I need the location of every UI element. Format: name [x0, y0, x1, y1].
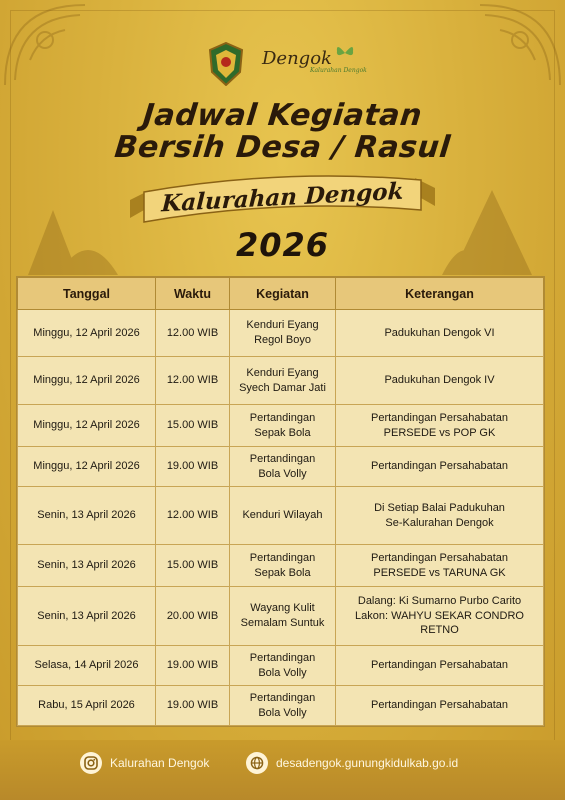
cell-activity [230, 310, 336, 357]
table-row [18, 487, 544, 545]
brand-tagline: Kalurahan Dengok [310, 67, 367, 74]
globe-icon [246, 752, 268, 774]
table-header-row [18, 278, 544, 310]
cell-activity-line: Syech Damar Jati [239, 381, 326, 394]
year: 2026 [235, 226, 330, 264]
cell-notes-line: PERSEDE vs POP GK [383, 426, 496, 439]
cell-notes-line: Padukuhan Dengok VI [384, 326, 495, 339]
cell-activity [230, 487, 336, 545]
cell-time: 12.00 WIB [156, 310, 230, 357]
cell-notes-line: Pertandingan Persahabatan [371, 411, 508, 424]
cell-date: Senin, 13 April 2026 [18, 545, 156, 587]
cell-activity-line: Wayang Kulit [250, 602, 315, 615]
schedule-table [16, 276, 545, 727]
table-row [18, 357, 544, 405]
cell-time: 19.00 WIB [156, 447, 230, 487]
header-notes: Keterangan [336, 278, 544, 310]
cell-activity-line: Sepak Bola [254, 566, 311, 579]
cell-time: 20.00 WIB [156, 587, 230, 646]
cell-notes [336, 686, 544, 726]
cell-activity-line: Pertandingan [249, 452, 316, 465]
header-date: Tanggal [18, 278, 156, 310]
cell-notes [336, 405, 544, 447]
title-line-2: Bersih Desa / Rasul [112, 130, 453, 165]
cell-date: Minggu, 12 April 2026 [18, 357, 156, 405]
cell-time: 15.00 WIB [156, 545, 230, 587]
instagram-label: Kalurahan Dengok [110, 756, 210, 770]
cell-time: 12.00 WIB [156, 487, 230, 545]
cell-notes-line: Pertandingan Persahabatan [371, 460, 508, 473]
cell-date: Minggu, 12 April 2026 [18, 310, 156, 357]
cell-activity-line: Pertandingan [249, 411, 316, 424]
cell-notes [336, 545, 544, 587]
cell-notes [336, 310, 544, 357]
cell-activity [230, 587, 336, 646]
cell-activity-line: Bola Volly [258, 706, 307, 719]
cell-activity-line: Kenduri Eyang [246, 319, 319, 332]
cell-activity-line: Pertandingan [249, 551, 316, 564]
cell-activity-line: Pertandingan [249, 651, 316, 664]
cell-activity-line: Bola Volly [258, 467, 307, 480]
cell-date: Senin, 13 April 2026 [18, 487, 156, 545]
footer-website[interactable] [246, 752, 458, 774]
cell-date: Minggu, 12 April 2026 [18, 447, 156, 487]
website-label: desadengok.gunungkidulkab.go.id [276, 756, 459, 770]
regency-crest-logo [208, 42, 244, 86]
brand-name: Dengok [262, 48, 332, 69]
header-activity: Kegiatan [230, 278, 336, 310]
cell-activity [230, 357, 336, 405]
table-row [18, 545, 544, 587]
table-row [18, 646, 544, 686]
cell-notes-line: Pertandingan Persahabatan [371, 659, 508, 672]
cell-notes-line: Padukuhan Dengok IV [384, 374, 495, 387]
table-row [18, 447, 544, 487]
footer-instagram[interactable] [80, 752, 209, 774]
cell-notes-line: Di Setiap Balai Padukuhan [374, 501, 505, 514]
table-row [18, 587, 544, 646]
cell-activity-line: Kenduri Eyang [246, 366, 319, 379]
cell-notes-line: Lakon: WAHYU SEKAR CONDRO [355, 609, 524, 622]
cell-notes-line: RETNO [420, 624, 459, 637]
cell-activity-line: Regol Boyo [254, 334, 311, 346]
cell-activity [230, 447, 336, 487]
table-row [18, 405, 544, 447]
header-time: Waktu [156, 278, 230, 310]
cell-activity-line: Pertandingan [249, 691, 316, 704]
cell-notes-line: PERSEDE vs TARUNA GK [373, 566, 506, 579]
cell-date: Selasa, 14 April 2026 [18, 646, 156, 686]
cell-activity-line: Semalam Suntuk [240, 617, 325, 629]
cell-activity [230, 646, 336, 686]
instagram-icon [80, 752, 102, 774]
cell-date: Rabu, 15 April 2026 [18, 686, 156, 726]
cell-notes-line: Se-Kalurahan Dengok [385, 516, 494, 529]
cell-time: 19.00 WIB [156, 686, 230, 726]
ribbon-text: Kalurahan Dengok [160, 177, 405, 218]
cell-activity [230, 686, 336, 726]
cell-notes-line: Pertandingan Persahabatan [371, 551, 508, 564]
cell-time: 19.00 WIB [156, 646, 230, 686]
cell-notes-line: Pertandingan Persahabatan [371, 699, 508, 712]
cell-activity [230, 545, 336, 587]
header-logos [0, 42, 565, 92]
butterfly-icon [334, 42, 356, 64]
cell-notes [336, 646, 544, 686]
title-line-1: Jadwal Kegiatan [141, 98, 424, 133]
table-row [18, 686, 544, 726]
table-row [18, 310, 544, 357]
cell-date: Minggu, 12 April 2026 [18, 405, 156, 447]
cell-notes [336, 447, 544, 487]
cell-activity-line: Sepak Bola [254, 426, 311, 439]
cell-time: 12.00 WIB [156, 357, 230, 405]
cell-activity [230, 405, 336, 447]
cell-notes [336, 587, 544, 646]
cell-time: 15.00 WIB [156, 405, 230, 447]
cell-notes [336, 357, 544, 405]
cell-activity-line: Kenduri Wilayah [242, 509, 323, 522]
cell-notes-line: Dalang: Ki Sumarno Purbo Carito [357, 594, 522, 607]
cell-activity-line: Bola Volly [258, 666, 307, 679]
cell-date: Senin, 13 April 2026 [18, 587, 156, 646]
cell-notes [336, 487, 544, 545]
